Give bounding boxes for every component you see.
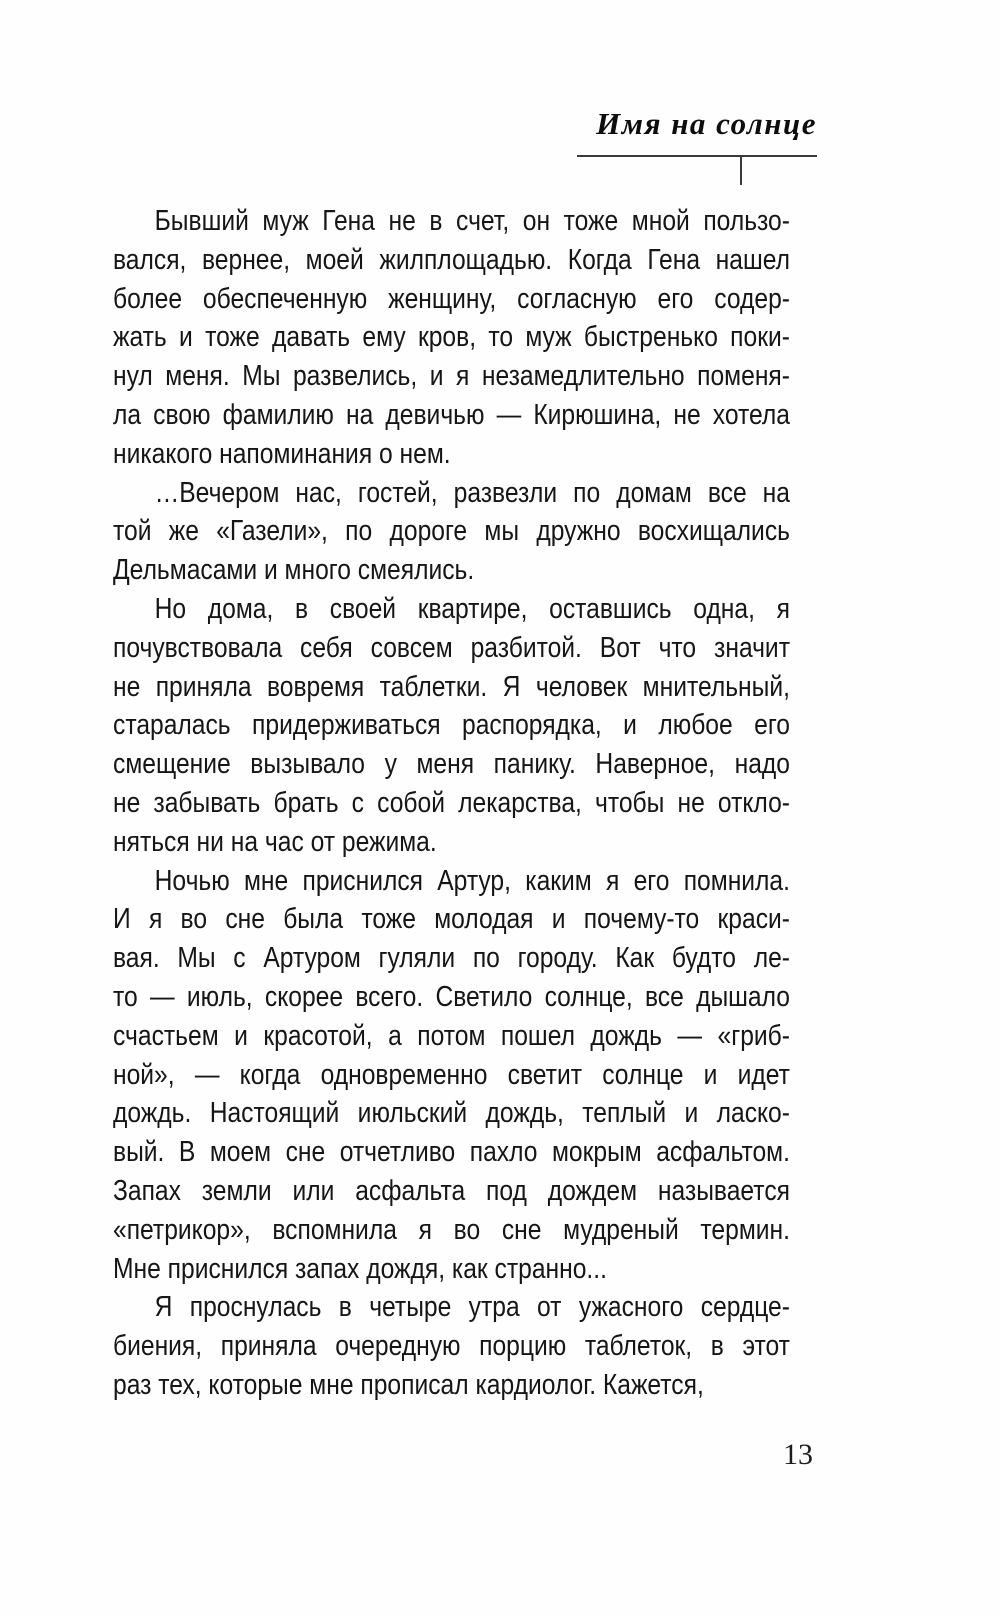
text-line: ла свою фамилию на девичью — Кирюшина, не хотела (113, 398, 790, 431)
text-line: не забывать брать с собой лекарства, чтобы не откло- (113, 786, 790, 819)
text-line: дождь. Настоящий июльский дождь, теплый и ласко- (113, 1097, 790, 1130)
text-line: не приняла вовремя таблетки. Я человек мнительный, (113, 670, 790, 703)
text-line: жать и тоже давать ему кров, то муж быстренько поки- (113, 321, 790, 354)
page-title: Имя на солнце (596, 106, 817, 141)
text-line: никакого напоминания о нем. (113, 437, 451, 470)
body-text (113, 202, 790, 1405)
text-line: счастьем и красотой, а потом пошел дождь — «гриб- (113, 1019, 790, 1052)
text-line: нул меня. Мы развелись, и я незамедлительно поменя- (113, 360, 790, 393)
paragraph (113, 1288, 790, 1404)
text-line: Ночью мне приснился Артур, каким я его помнила. (154, 864, 790, 897)
text-line: вый. В моем сне отчетливо пахло мокрым асфальтом. (113, 1136, 790, 1169)
text-line: Мне приснился запах дождя, как странно... (113, 1252, 607, 1285)
paragraph (113, 202, 790, 474)
text-line: то — июль, скорее всего. Светило солнце, все дышало (113, 980, 790, 1013)
paragraph (113, 590, 790, 862)
text-line: вая. Мы с Артуром гуляли по городу. Как будто ле- (113, 942, 790, 975)
text-line: более обеспеченную женщину, согласную его содер- (113, 282, 790, 315)
text-line: Дельмасами и много смеялись. (113, 554, 475, 587)
text-line: И я во сне была тоже молодая и почему-то краси- (113, 903, 790, 936)
header-rule-tick (740, 157, 742, 185)
text-line: раз тех, которые мне прописал кардиолог. Кажется, (113, 1368, 704, 1401)
text-line: вался, вернее, моей жилплощадью. Когда Гена нашел (113, 243, 790, 276)
text-line: ной», — когда одновременно светит солнце и идет (113, 1058, 790, 1091)
text-line: няться ни на час от режима. (113, 825, 437, 858)
text-line: почувствовала себя совсем разбитой. Вот что значит (113, 631, 790, 664)
text-line: той же «Газели», по дороге мы дружно восхищались (113, 515, 790, 548)
text-line: старалась придерживаться распорядка, и любое его (113, 709, 790, 742)
header-rule (577, 155, 817, 157)
text-line: Бывший муж Гена не в счет, он тоже мной пользо- (154, 205, 790, 237)
text-line: смещение вызывало у меня панику. Наверное, надо (113, 748, 790, 781)
text-line: …Вечером нас, гостей, развезли по домам все на (154, 476, 790, 509)
text-line: биения, приняла очередную порцию таблеток, в этот (113, 1330, 790, 1363)
paragraph (113, 474, 790, 590)
paragraph (113, 862, 790, 1289)
text-line: Но дома, в своей квартире, оставшись одна, я (154, 592, 790, 625)
page-number: 13 (783, 1438, 813, 1471)
text-line: Запах земли или асфальта под дождем называется (113, 1174, 790, 1207)
text-line: «петрикор», вспомнила я во сне мудреный термин. (113, 1213, 790, 1246)
text-line: Я проснулась в четыре утра от ужасного сердце- (154, 1291, 790, 1324)
